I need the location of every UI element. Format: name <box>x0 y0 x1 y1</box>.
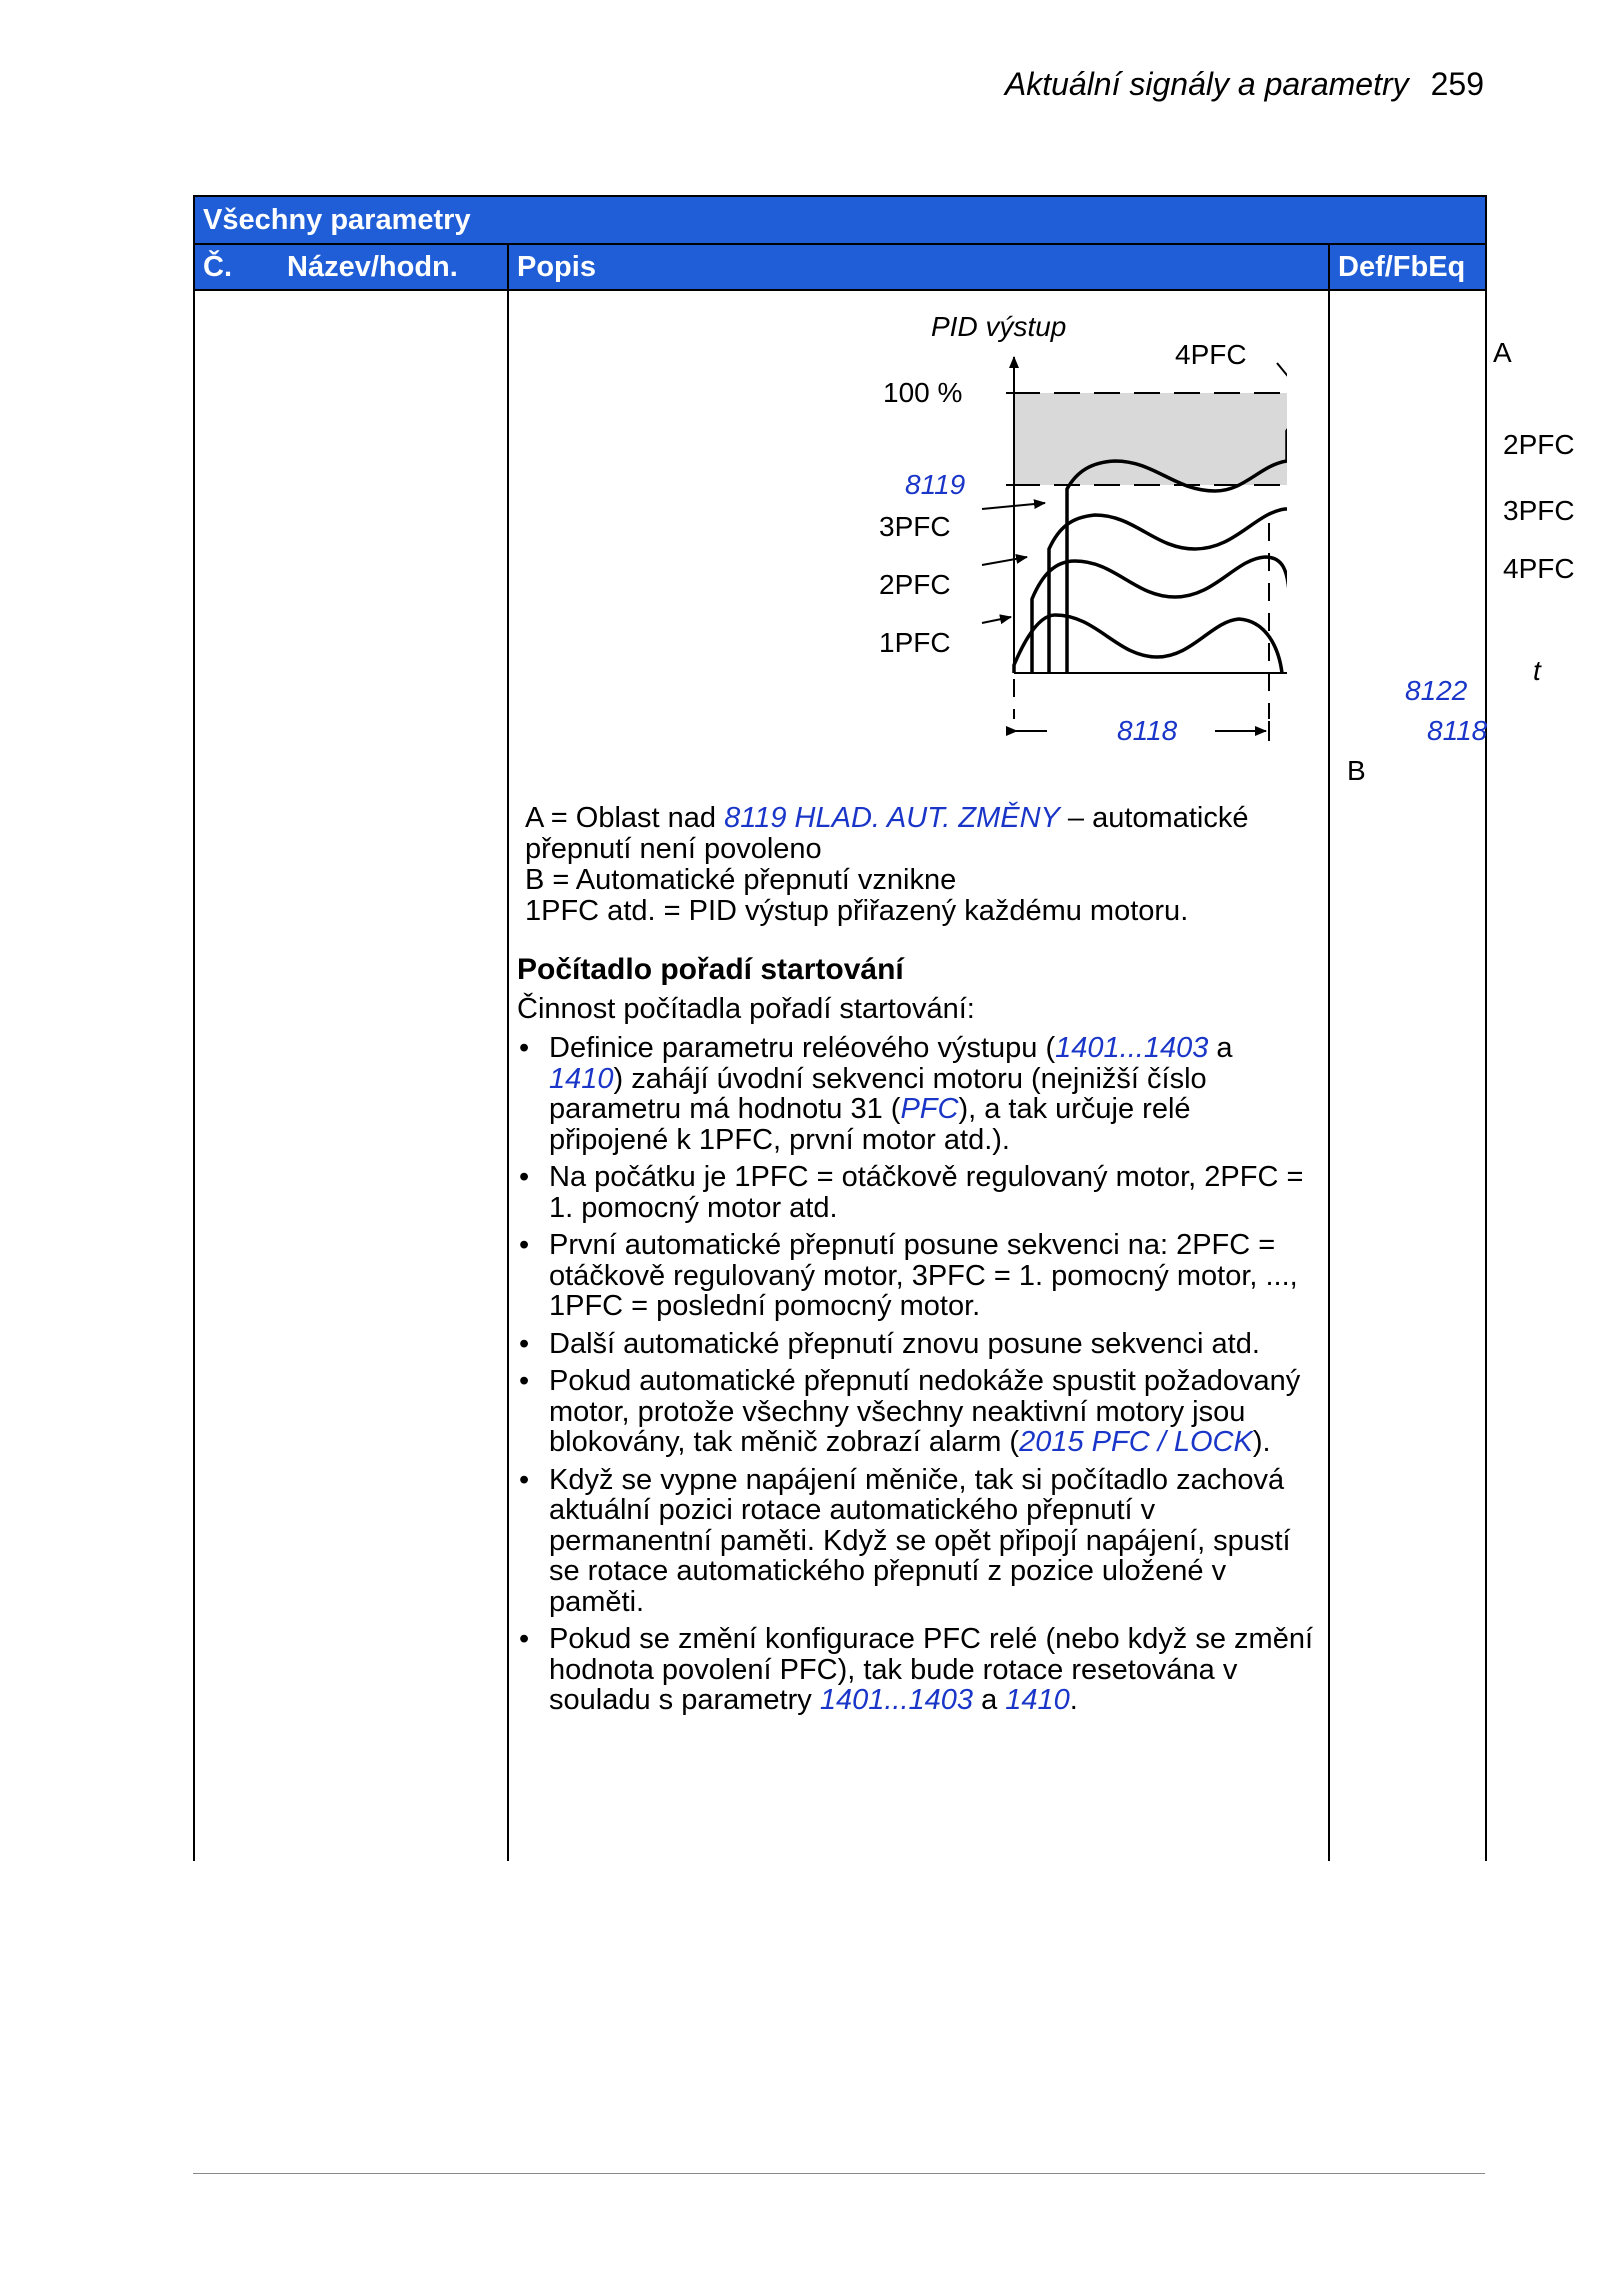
col-header-number-name <box>194 244 508 290</box>
col-header-name: Název/hodn. <box>287 250 458 283</box>
legend-a-line-2: přepnutí není povoleno <box>525 833 822 865</box>
label-right-2pfc: 2PFC <box>1503 429 1575 460</box>
link-1410[interactable]: 1410 <box>1005 1684 1070 1716</box>
legend-pfc-line: 1PFC atd. = PID výstup přiřazený každému motoru. <box>525 895 1189 927</box>
curve-2pfc <box>1032 539 1287 673</box>
col-header-default: Def/FbEq <box>1329 244 1486 290</box>
table-header-row <box>194 244 1486 290</box>
curve-1pfc <box>1014 615 1282 673</box>
link-1410[interactable]: 1410 <box>549 1062 614 1095</box>
legend-b-line: B = Automatické přepnutí vznikne <box>525 864 957 896</box>
y-axis-label: PID výstup <box>931 311 1067 342</box>
link-2015[interactable]: 2015 PFC / LOCK <box>1019 1426 1253 1458</box>
bullet-item: • První automatické přepnutí posune sekvenci na: 2PFC = otáčkově regulovaný motor, 3PFC = 1. pomocný motor, ..., 1PFC = poslední pomocný motor. <box>517 1230 1314 1322</box>
cell-description <box>508 290 1575 1861</box>
label-left-2pfc: 2PFC <box>879 569 951 600</box>
bullet-item: • Na počátku je 1PFC = otáčkově regulovaný motor, 2PFC = 1. pomocný motor atd. <box>517 1162 1314 1223</box>
label-pointers <box>982 351 1287 623</box>
label-left-3pfc: 3PFC <box>879 511 951 542</box>
footer-rule <box>193 2173 1485 2174</box>
label-right-3pfc: 3PFC <box>1503 495 1575 526</box>
page-number: 259 <box>1430 66 1484 102</box>
x-axis-label-t: t <box>1533 655 1541 686</box>
parameter-table <box>193 195 1575 1861</box>
label-8118-first: 8118 <box>1117 715 1178 746</box>
link-1401[interactable]: 1401 <box>1055 1032 1120 1064</box>
pfc-diagram <box>527 299 1575 789</box>
section-intro: Činnost počítadla pořadí startování: <box>517 993 975 1025</box>
col-header-number: Č. <box>203 250 232 283</box>
label-8122: 8122 <box>1405 675 1468 706</box>
label-right-4pfc: 4PFC <box>1503 553 1575 584</box>
label-8118-second: 8118 <box>1427 715 1488 746</box>
link-1401[interactable]: 1401 <box>819 1684 885 1716</box>
bullet-item: • Další automatické přepnutí znovu posune sekvenci atd. <box>517 1329 1314 1360</box>
y-tick-100-percent: 100 % <box>883 377 963 408</box>
shaded-area-a <box>1014 393 1287 485</box>
label-top-4pfc: 4PFC <box>1175 339 1247 370</box>
bullet-list <box>517 1033 1314 1716</box>
bullet-item: • Pokud automatické přepnutí nedokáže spustit požadovaný motor, protože všechny všechny neaktivní motory jsou blokovány, tak měnič zobrazí alarm (2015 PFC / LOCK). <box>517 1366 1314 1458</box>
cell-name <box>194 290 508 1861</box>
bullet-item: • Když se vypne napájení měniče, tak si počítadlo zachová aktuální pozici rotace automatického přepnutí v permanentní paměti. Když se opět připojí napájení, spustí se rotace automatického přepnutí z pozice uložené v paměti. <box>517 1465 1314 1618</box>
label-area-a: A <box>1493 337 1512 368</box>
running-header <box>1005 66 1484 103</box>
col-header-description: Popis <box>508 244 1329 290</box>
label-point-b: B <box>1347 755 1366 786</box>
bullet-item: • Definice parametru reléového výstupu (1401...1403 a 1410) zahájí úvodní sekvenci motoru (nejnižší číslo parametru má hodnotu 31 (PFC), a tak určuje relé připojené k 1PFC, první motor atd.). <box>517 1033 1314 1155</box>
label-left-1pfc: 1PFC <box>879 627 951 658</box>
table-band-title: Všechny parametry <box>194 196 1486 244</box>
table-band-row <box>194 196 1486 244</box>
curve-3pfc <box>1049 499 1287 673</box>
section-title: Počítadlo pořadí startování <box>517 953 904 986</box>
link-pfc[interactable]: PFC <box>900 1093 959 1125</box>
figure-legend <box>525 803 1314 927</box>
y-tick-8119: 8119 <box>905 469 966 500</box>
cell-default <box>1329 290 1486 1861</box>
running-header-title: Aktuální signály a parametry <box>1004 66 1409 102</box>
legend-a-line: A = Oblast nad 8119 HLAD. AUT. ZMĚNY – automatické <box>525 802 1249 834</box>
bullet-item: • Pokud se změní konfigurace PFC relé (nebo když se změní hodnota povolení PFC), tak bude rotace resetována v souladu s parametry 1401...1403 a 1410. <box>517 1624 1314 1716</box>
link-1403[interactable]: 1403 <box>1143 1032 1209 1064</box>
table-body-row <box>194 290 1486 1861</box>
link-1403[interactable]: 1403 <box>908 1684 974 1716</box>
link-8119[interactable]: 8119 HLAD. AUT. ZMĚNY <box>724 802 1060 834</box>
